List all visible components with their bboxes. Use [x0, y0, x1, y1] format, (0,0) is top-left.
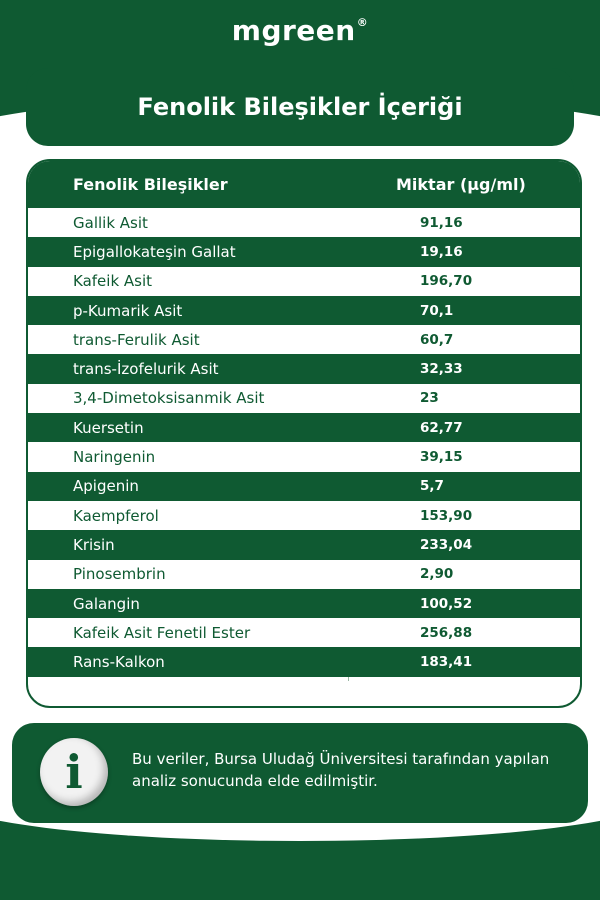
table-row: [28, 267, 580, 296]
table-row: [28, 647, 580, 676]
table-header: [28, 161, 580, 208]
table-row: [28, 208, 580, 237]
compound-amount: 23: [420, 390, 439, 407]
compound-name: Gallik Asit: [73, 213, 148, 232]
compound-amount: 196,70: [420, 273, 473, 290]
page-title: Fenolik Bileşikler İçeriği: [137, 93, 463, 121]
compound-amount: 91,16: [420, 214, 463, 231]
compound-name: Kafeik Asit: [73, 272, 153, 291]
table-row: [28, 589, 580, 618]
compound-name: Naringenin: [73, 448, 156, 467]
compound-amount: 32,33: [420, 361, 463, 378]
table-row: [28, 296, 580, 325]
table-row: [28, 472, 580, 501]
logo-text: mgreen: [231, 14, 356, 47]
compound-amount: 256,88: [420, 624, 473, 641]
compound-amount: 153,90: [420, 507, 473, 524]
info-icon: i: [40, 738, 108, 806]
compound-amount: 70,1: [420, 302, 454, 319]
table-row: [28, 530, 580, 559]
title-banner: [26, 68, 574, 146]
compound-amount: 183,41: [420, 654, 473, 671]
table-row: [28, 384, 580, 413]
compound-name: Rans-Kalkon: [73, 653, 165, 672]
compound-name: Kafeik Asit Fenetil Ester: [73, 623, 251, 642]
table-body: [28, 208, 580, 677]
compound-amount: 39,15: [420, 449, 463, 466]
table-row: [28, 501, 580, 530]
compound-name: trans-Ferulik Asit: [73, 330, 200, 349]
compound-amount: 233,04: [420, 536, 473, 553]
compound-amount: 19,16: [420, 243, 463, 260]
table-row: [28, 413, 580, 442]
table-row: [28, 618, 580, 647]
compound-amount: 100,52: [420, 595, 473, 612]
table-row: [28, 354, 580, 383]
compound-name: p-Kumarik Asit: [73, 301, 183, 320]
compound-name: 3,4-Dimetoksisanmik Asit: [73, 389, 265, 408]
registered-mark: ®: [356, 16, 369, 29]
compound-amount: 62,77: [420, 419, 463, 436]
compound-amount: 2,90: [420, 566, 454, 583]
compound-name: Galangin: [73, 594, 140, 613]
compound-name: Krisin: [73, 535, 115, 554]
table-row: [28, 237, 580, 266]
header-amount: Miktar (µg/ml): [396, 175, 526, 194]
compound-name: Kuersetin: [73, 418, 144, 437]
compound-name: Epigallokateşin Gallat: [73, 242, 236, 261]
phenolic-table: [26, 159, 582, 708]
compound-name: trans-İzofelurik Asit: [73, 360, 219, 379]
table-row: [28, 442, 580, 471]
compound-amount: 5,7: [420, 478, 444, 495]
compound-name: Pinosembrin: [73, 565, 166, 584]
info-panel: [12, 723, 588, 823]
table-row: [28, 325, 580, 354]
brand-logo: [0, 14, 600, 47]
compound-name: Apigenin: [73, 477, 139, 496]
header-compound: Fenolik Bileşikler: [73, 175, 228, 194]
table-row: [28, 560, 580, 589]
compound-amount: 60,7: [420, 331, 454, 348]
compound-name: Kaempferol: [73, 506, 159, 525]
info-text: Bu veriler, Bursa Uludağ Üniversitesi tarafından yapılan analiz sonucunda elde edilmiştir.: [132, 750, 550, 790]
